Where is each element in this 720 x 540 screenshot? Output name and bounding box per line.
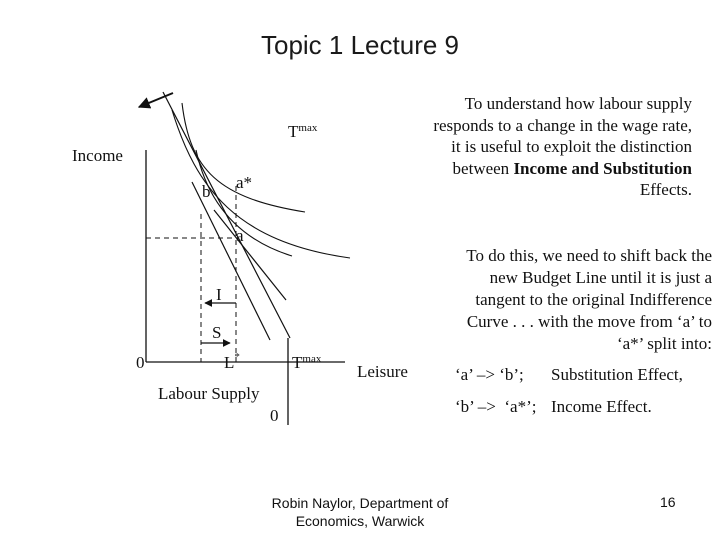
budget-line-rotation-arrow	[139, 93, 173, 107]
procedure-text: To do this, we need to shift back the new Budget Line until it is just a tangent to the original Indifference Curve . . . with the move from ‘a’ to ‘a*’ split into:	[466, 246, 712, 353]
point-a-label: a	[236, 226, 244, 245]
move2-from-to: ‘b’ –> ‘a*’;	[455, 397, 537, 416]
tmax-bottom-label: $T^{max}$	[292, 353, 322, 372]
slide-footer	[240, 494, 480, 530]
move2-label: Income Effect.	[551, 397, 652, 416]
labour-origin-label: 0	[270, 406, 279, 425]
original-indifference-curve	[196, 150, 292, 256]
page-number: 16	[660, 494, 676, 510]
slide-title: Topic 1 Lecture 9	[260, 30, 459, 60]
income-effect-label: I	[216, 285, 222, 304]
original-budget-line	[214, 210, 286, 300]
tmax-top-label: $T^{max}$	[288, 122, 318, 141]
compensated-budget-line	[192, 182, 270, 340]
labour-supply-axis-label: Labour Supply	[158, 384, 260, 403]
explanation-bold: Income and Substitution	[513, 158, 692, 178]
lstar-label: L*	[224, 351, 240, 372]
substitution-effect-label: S	[212, 323, 222, 342]
move1-label: Substitution Effect,	[551, 365, 683, 384]
point-b-label: b	[202, 182, 211, 201]
explanation-text	[430, 93, 692, 201]
income-axis-label: Income	[72, 146, 123, 165]
footer-line-1: Robin Naylor, Department of	[271, 495, 449, 511]
footer-line-2: Economics, Warwick	[295, 513, 425, 529]
move1-from-to: ‘a’ –> ‘b’;	[455, 365, 524, 384]
explanation-plain: To understand how labour supply responds to a change in the wage rate, it is useful to exploit the distinction between	[433, 94, 692, 178]
explanation-tail: Effects.	[639, 180, 692, 199]
leisure-origin-label: 0	[136, 353, 145, 372]
point-astar-label: a*	[236, 173, 253, 192]
leisure-axis-label: Leisure	[357, 362, 408, 381]
higher-indifference-curve-right	[172, 110, 350, 258]
higher-indifference-curve-left	[182, 103, 305, 212]
